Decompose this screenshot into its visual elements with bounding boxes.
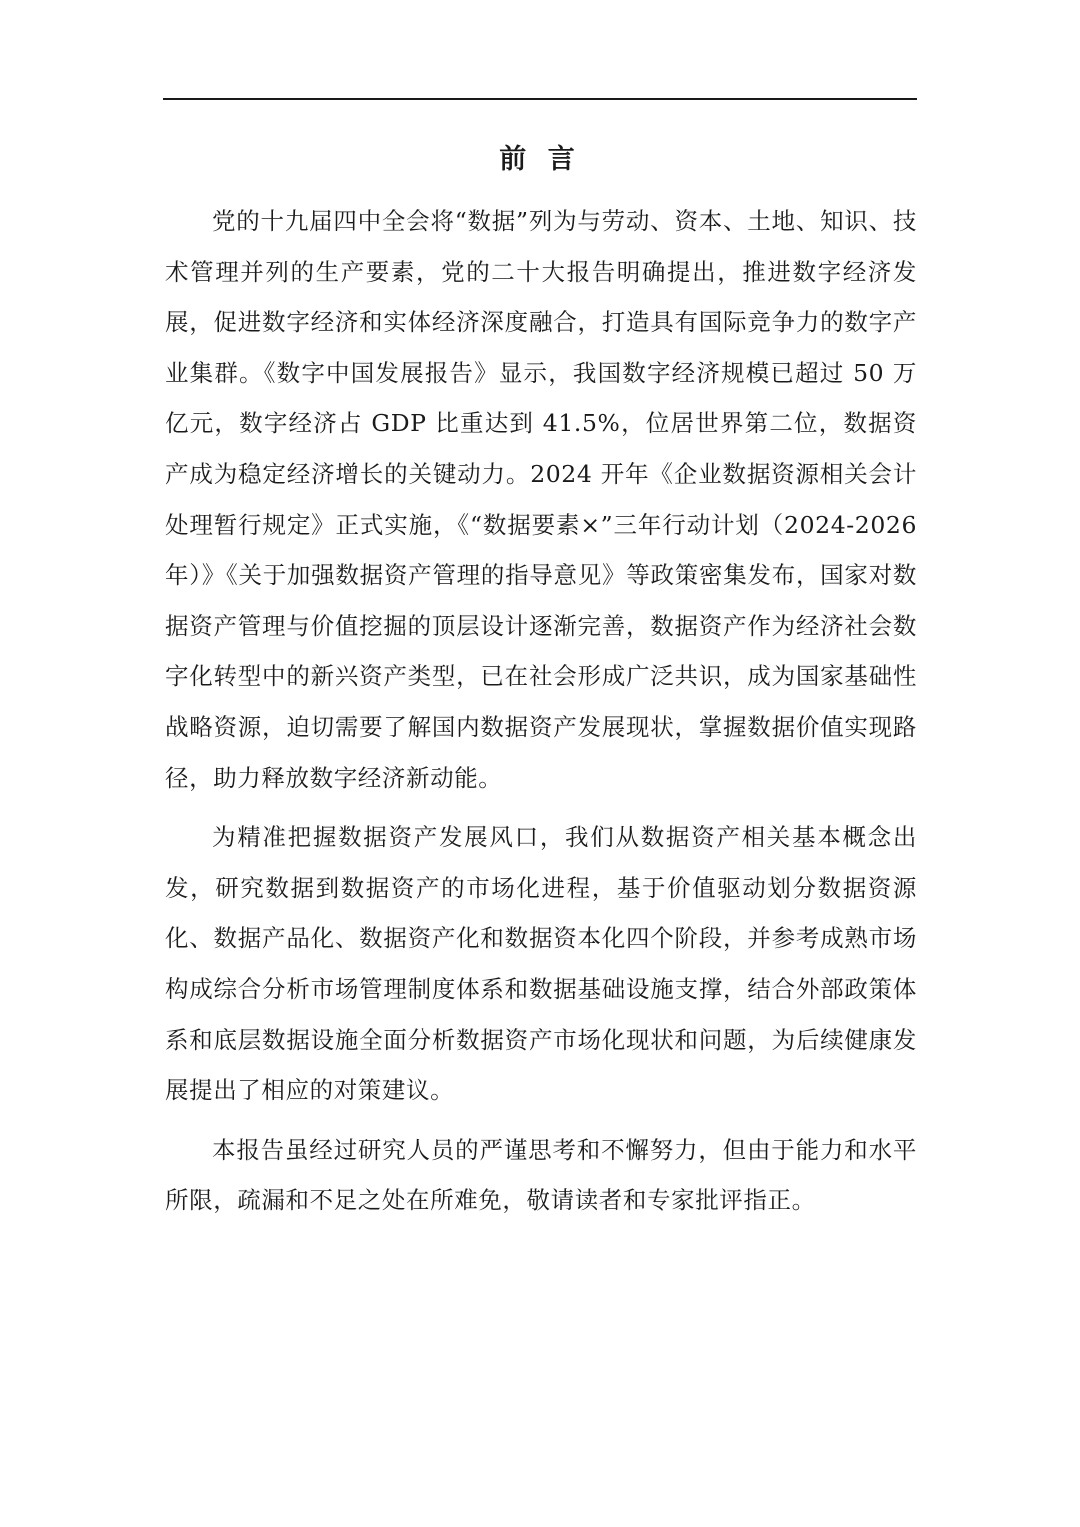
paragraph-3: 本报告虽经过研究人员的严谨思考和不懈努力，但由于能力和水平所限，疏漏和不足之处在所难免，敬请读者和专家批评指正。 xyxy=(165,1135,917,1215)
page-title: 前 言 xyxy=(499,144,581,175)
header-rule xyxy=(163,98,917,100)
preface-body xyxy=(165,196,917,1226)
paragraph-2: 为精准把握数据资产发展风口，我们从数据资产相关基本概念出发，研究数据到数据资产的市场化进程，基于价值驱动划分数据资源化、数据产品化、数据资产化和数据资本化四个阶段，并参考成熟市场构成综合分析市场管理制度体系和数据基础设施支撑，结合外部政策体系和底层数据设施全面分析数据资产市场化现状和问题，为后续健康发展提出了相应的对策建议。 xyxy=(165,823,917,1105)
paragraph-1: 党的十九届四中全会将“数据”列为与劳动、资本、土地、知识、技术管理并列的生产要素，党的二十大报告明确提出，推进数字经济发展，促进数字经济和实体经济深度融合，打造具有国际竞争力的数字产业集群。《数字中国发展报告》显示，我国数字经济规模已超过 50 万亿元，数字经济占 GDP 比重达到 41.5%，位居世界第二位，数据资产成为稳定经济增长的关键动力。2024 开年《企业数据资源相关会计处理暂行规定》正式实施，《“数据要素×”三年行动计划（2024-2026 年）》《关于加强数据资产管理的指导意见》等政策密集发布，国家对数据资产管理与价值挖掘的顶层设计逐渐完善，数据资产作为经济社会数字化转型中的新兴资产类型，已在社会形成广泛共识，成为国家基础性战略资源，迫切需要了解国内数据资产发展现状，掌握数据价值实现路径，助力释放数字经济新动能。 xyxy=(165,207,917,792)
